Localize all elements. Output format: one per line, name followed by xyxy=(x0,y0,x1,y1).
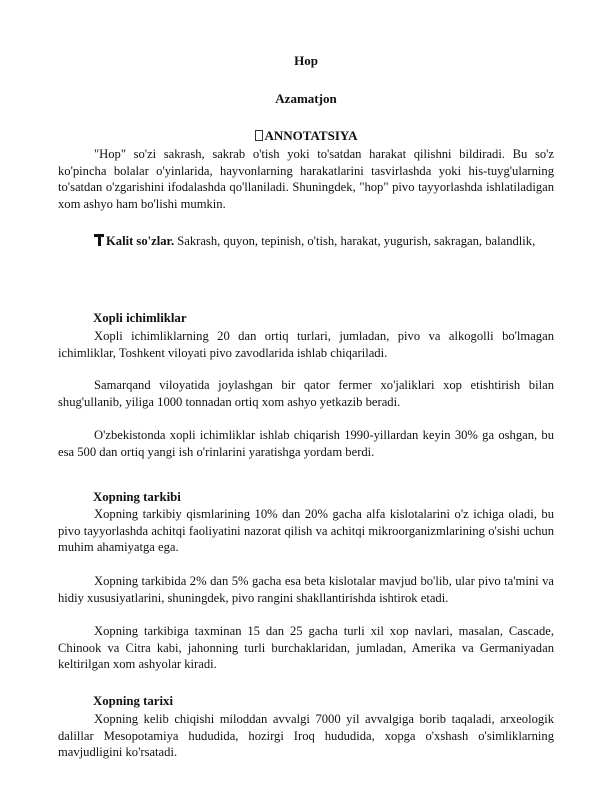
section-paragraph: Samarqand viloyatida joylashgan bir qator fermer xo'jaliklari xop etishtirish bilan shug'ullanib, yiliga 1000 tonnadan ortiq xom ashyo yetkazib beradi. xyxy=(58,378,554,409)
box-glyph-icon xyxy=(255,130,263,141)
annotation-heading xyxy=(0,128,612,144)
section-paragraph: Xopli ichimliklarning 20 dan ortiq turlari, jumladan, pivo va alkogolli bo'lmagan ichimliklar, Toshkent viloyati pivo zavodlarida ishlab chiqariladi. xyxy=(58,329,554,360)
keywords-label: Kalit so'zlar. xyxy=(106,234,175,248)
section-paragraph: Xopning kelib chiqishi miloddan avvalgi 7000 yil avvalgiga borib taqaladi, arxeologik dalillar Mesopotamiya hududida, hozirgi Iroq hududida, xopga o'xshash o'simliklarning mavjudligini ko'rsatadi. xyxy=(58,712,554,760)
section-paragraph: Xopning tarkibida 2% dan 5% gacha esa beta kislotalar mavjud bo'lib, ular pivo ta'mini va hidiy xususiyatlarini, shuningdek, pivo rangini shakllantirishda ishtirok etadi. xyxy=(58,574,554,605)
section-heading: Xopli ichimliklar xyxy=(93,311,187,325)
keywords-text: Sakrash, quyon, tepinish, o'tish, harakat, yugurish, sakragan, balandlik, xyxy=(174,234,536,248)
pushpin-icon xyxy=(94,234,104,246)
annotation-text: "Hop" so'zi sakrash, sakrab o'tish yoki to'satdan harakat qilishni bildiradi. Bu so'z ko'pincha bolalar o'yinlarida, hayvonlarning harakatlarini tasvirlashda yoki his-tuyg'ularning to'satdan o'zgarishini ifodalashda qo'llaniladi. Shuningdek, "hop" pivo tayyorlashda ishlatiladigan xom ashyo ham bo'lishi mumkin. xyxy=(58,147,554,211)
paper-title: Hop xyxy=(294,53,318,68)
section-heading: Xopning tarixi xyxy=(93,694,173,708)
section-paragraph: Xopning tarkibiga taxminan 15 dan 25 gacha turli xil xop navlari, masalan, Cascade, Chinook va Citra kabi, jahonning turli burchaklaridan, jumladan, Amerika va Germaniyadan keltirilgan xom ashyolar kiradi. xyxy=(58,624,554,672)
annotation-heading-text: ANNOTATSIYA xyxy=(264,128,358,143)
section-paragraph: Xopning tarkibiy qismlarining 10% dan 20% gacha alfa kislotalarini o'z ichiga oladi, bu pivo tayyorlashda achitqi faoliyatini nazorat qilish va achitqi mikroorganizmlarining o'sishi uchun muhim ahamiyatga ega. xyxy=(58,507,554,555)
section-heading: Xopning tarkibi xyxy=(93,490,181,504)
section-paragraph: O'zbekistonda xopli ichimliklar ishlab chiqarish 1990-yillardan keyin 30% ga oshgan, bu esa 500 dan ortiq yangi ish o'rinlarini yaratishga yordam berdi. xyxy=(58,428,554,459)
paper-author: Azamatjon xyxy=(275,91,337,106)
keywords-paragraph xyxy=(58,233,554,250)
